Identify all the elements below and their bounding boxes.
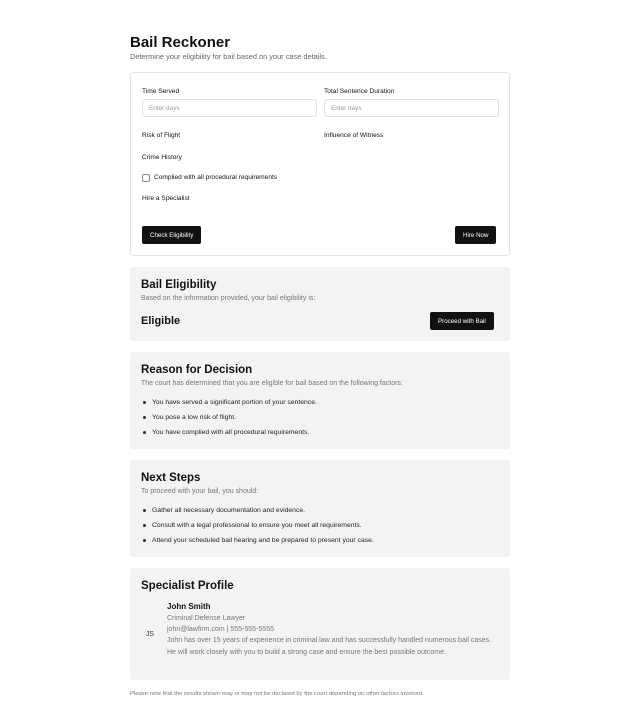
influence-of-witness-label: Influence of Witness bbox=[324, 132, 384, 139]
reason-title: Reason for Decision bbox=[141, 364, 253, 376]
hire-now-button[interactable]: Hire Now bbox=[455, 226, 496, 244]
avatar: JS bbox=[145, 631, 155, 638]
compliance-checkbox[interactable] bbox=[142, 174, 150, 182]
page-subtitle: Determine your eligibility for bail based on your case details. bbox=[130, 52, 327, 61]
specialist-role: Criminal Defense Lawyer bbox=[167, 615, 246, 622]
list-item: Attend your scheduled bail hearing and be prepared to present your case. bbox=[141, 536, 374, 551]
total-sentence-label: Total Sentence Duration bbox=[324, 88, 395, 95]
specialist-bio: John has over 15 years of experience in criminal law and has successfully handled numerous bail cases. He will work closely with you to build a strong case and ensure the best possible outcome. bbox=[167, 637, 492, 656]
crime-history-label: Crime History bbox=[142, 154, 182, 161]
eligibility-result: Eligible bbox=[141, 315, 181, 327]
reason-list bbox=[141, 398, 317, 443]
hire-specialist-label: Hire a Specialist bbox=[142, 195, 190, 202]
list-item: Consult with a legal professional to ensure you meet all requirements. bbox=[141, 521, 374, 536]
specialist-name: John Smith bbox=[167, 602, 211, 611]
eligibility-form bbox=[130, 72, 510, 256]
list-item: You have complied with all procedural requirements. bbox=[141, 428, 317, 443]
risk-of-flight-label: Risk of Flight bbox=[142, 132, 181, 139]
total-sentence-input[interactable] bbox=[324, 99, 499, 117]
specialist-contact: john@lawfirm.com | 555-555-5555 bbox=[167, 626, 274, 633]
disclaimer-footnote: Please note that the results shown may or may not be declared by the court depending on other factors involved. bbox=[130, 691, 424, 697]
time-served-input[interactable] bbox=[142, 99, 317, 117]
time-served-label: Time Served bbox=[142, 88, 180, 95]
compliance-checkbox-label: Complied with all procedural requirements bbox=[154, 174, 278, 181]
next-steps-panel bbox=[130, 460, 510, 557]
list-item: You pose a low risk of flight. bbox=[141, 413, 317, 428]
bail-eligibility-panel bbox=[130, 267, 510, 341]
next-steps-list bbox=[141, 506, 374, 551]
proceed-with-bail-button[interactable]: Proceed with Bail bbox=[430, 312, 494, 330]
page-title: Bail Reckoner bbox=[130, 34, 231, 51]
check-eligibility-button[interactable]: Check Eligibility bbox=[142, 226, 201, 244]
next-steps-subtitle: To proceed with your bail, you should: bbox=[141, 488, 259, 495]
specialist-profile-panel bbox=[130, 568, 510, 680]
bail-eligibility-title: Bail Eligibility bbox=[141, 279, 217, 291]
reason-for-decision-panel bbox=[130, 352, 510, 449]
list-item: Gather all necessary documentation and evidence. bbox=[141, 506, 374, 521]
bail-eligibility-subtitle: Based on the information provided, your bail eligibility is: bbox=[141, 295, 316, 302]
reason-subtitle: The court has determined that you are eligible for bail based on the following factors: bbox=[141, 380, 403, 387]
specialist-title: Specialist Profile bbox=[141, 580, 234, 592]
next-steps-title: Next Steps bbox=[141, 472, 201, 484]
list-item: You have served a significant portion of your sentence. bbox=[141, 398, 317, 413]
